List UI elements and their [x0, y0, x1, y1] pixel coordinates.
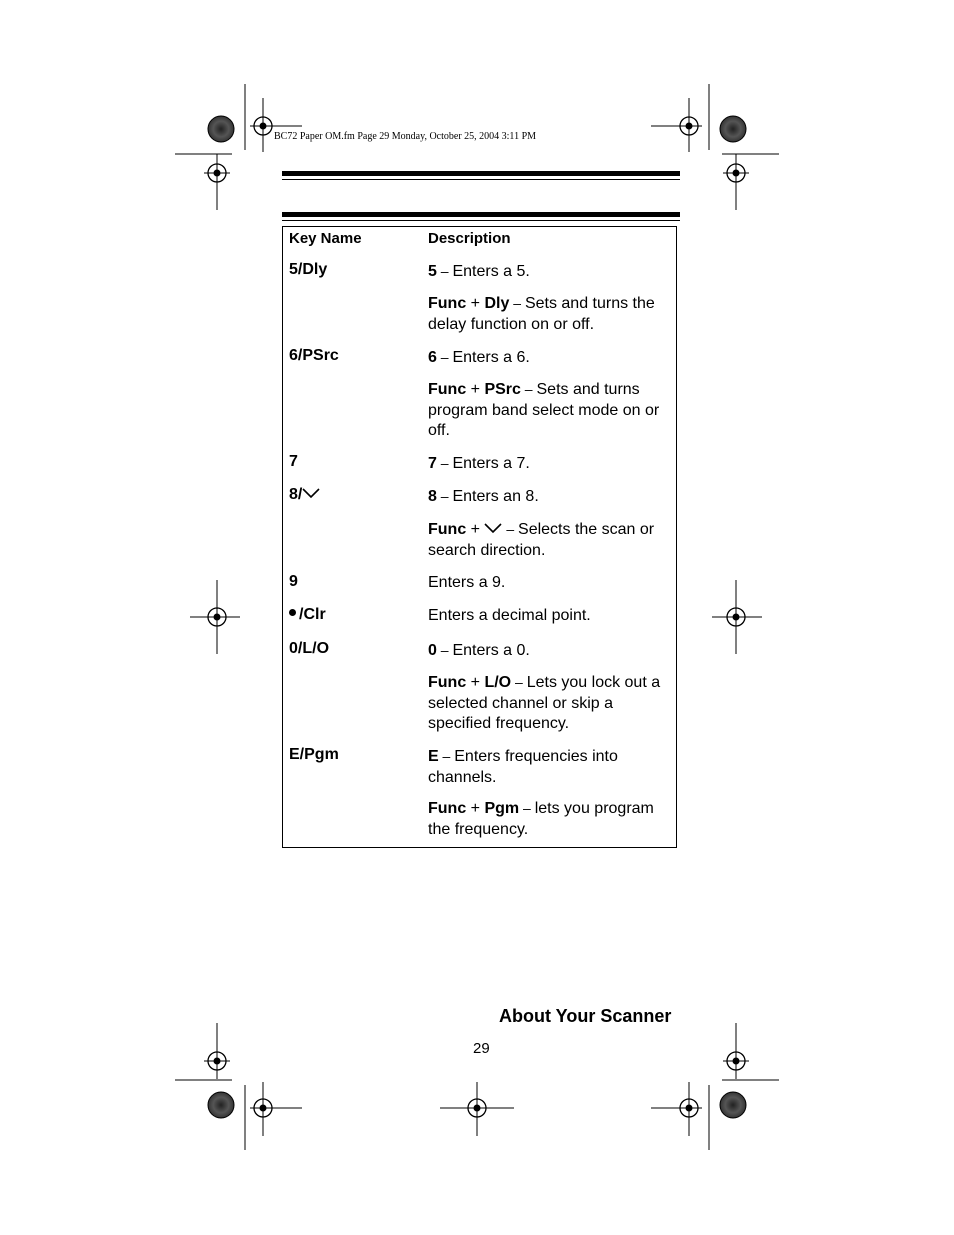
- description-entry: 0 – Enters a 0.: [428, 642, 530, 659]
- description-entry: E – Enters frequencies into channels.: [428, 748, 618, 786]
- column-header-description: Description: [428, 230, 511, 247]
- description-entry: Func + PSrc – Sets and turns program band select mode on or off.: [428, 381, 660, 439]
- description-entry: Func + Dly – Sets and turns the delay function on or off.: [428, 295, 655, 333]
- key-name: 5/Dly: [289, 261, 328, 278]
- description-entry: Func + Pgm – lets you program the frequency.: [428, 800, 654, 838]
- bullet-dot-icon: [289, 609, 296, 616]
- top-rule-thin: [282, 179, 680, 180]
- key-name: 8/: [289, 486, 320, 504]
- column-header-key: Key Name: [289, 230, 362, 247]
- table-rule-thin: [282, 220, 680, 221]
- chevron-down-icon: [484, 522, 502, 534]
- key-name: 0/L/O: [289, 640, 330, 657]
- description-entry: Func + – Selects the scan or search direction.: [428, 521, 655, 559]
- key-name: 6/PSrc: [289, 347, 339, 364]
- description-entry: Func + L/O – Lets you lock out a selected channel or skip a specified frequency.: [428, 674, 661, 732]
- key-name: 7: [289, 453, 298, 470]
- print-header: BC72 Paper OM.fm Page 29 Monday, October 25, 2004 3:11 PM: [274, 131, 537, 142]
- section-title: About Your Scanner: [499, 1006, 672, 1026]
- description-entry: 6 – Enters a 6.: [428, 349, 530, 366]
- table-rule-thick: [282, 212, 680, 217]
- key-name: E/Pgm: [289, 746, 339, 763]
- key-name: 9: [289, 573, 298, 590]
- chevron-down-icon: [302, 487, 320, 499]
- page-number: 29: [473, 1040, 490, 1057]
- description-entry: Enters a 9.: [428, 574, 506, 591]
- top-rule-thick: [282, 171, 680, 176]
- description-entry: 8 – Enters an 8.: [428, 488, 539, 505]
- description-entry: Enters a decimal point.: [428, 607, 591, 624]
- description-entry: 5 – Enters a 5.: [428, 263, 530, 280]
- key-name: /Clr: [289, 606, 326, 624]
- description-entry: 7 – Enters a 7.: [428, 455, 530, 472]
